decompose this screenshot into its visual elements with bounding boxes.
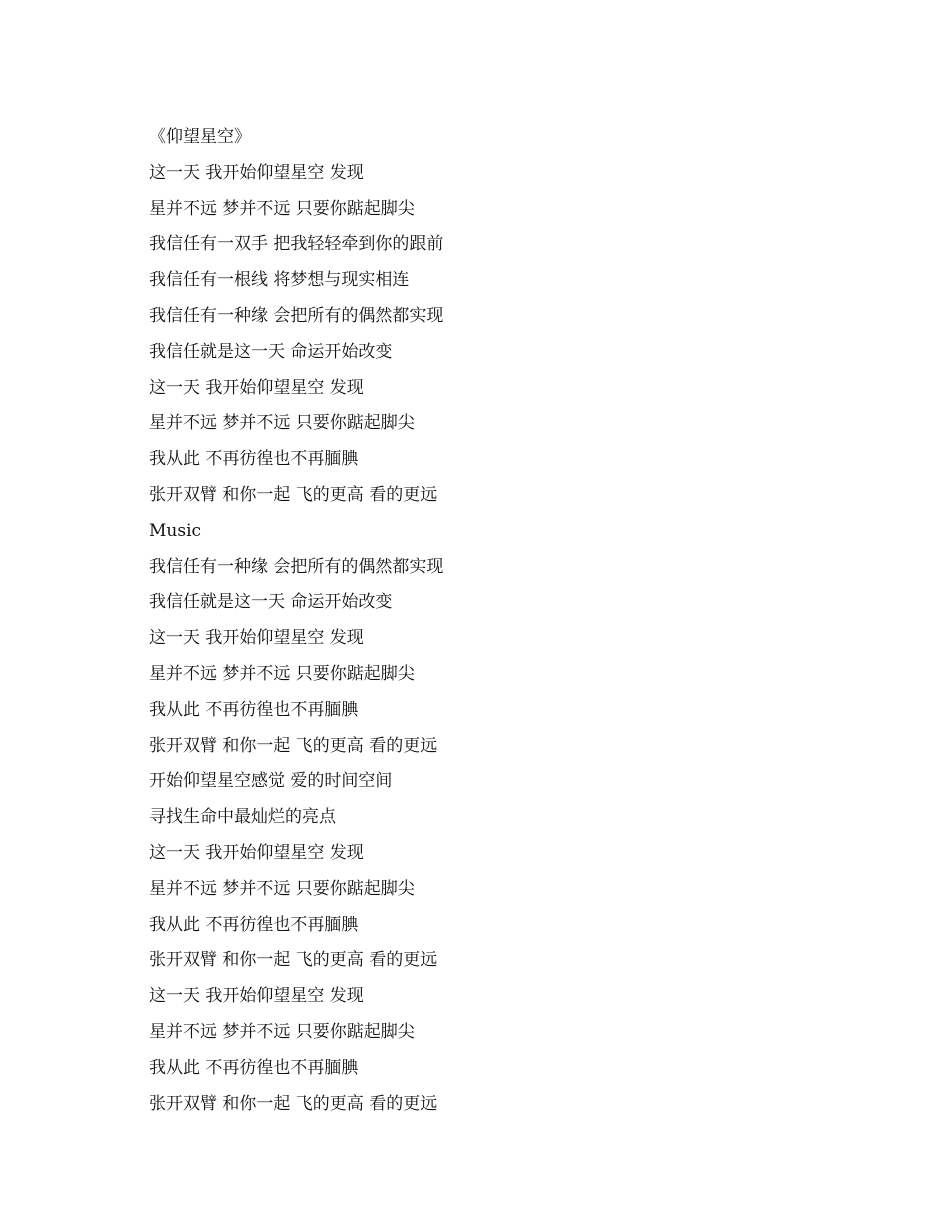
- lyric-line: 我从此 不再彷徨也不再腼腆: [149, 449, 359, 470]
- lyric-line: 这一天 我开始仰望星空 发现: [149, 842, 364, 863]
- lyric-line: 我信任有一双手 把我轻轻牵到你的跟前: [149, 234, 444, 255]
- lyric-line: 星并不远 梦并不远 只要你踮起脚尖: [149, 878, 415, 899]
- lyric-line: 张开双臂 和你一起 飞的更高 看的更远: [149, 1093, 438, 1114]
- lyric-line: 我信任有一种缘 会把所有的偶然都实现: [149, 556, 444, 577]
- lyric-line: 这一天 我开始仰望星空 发现: [149, 628, 364, 649]
- lyric-line: 张开双臂 和你一起 飞的更高 看的更远: [149, 735, 438, 756]
- lyric-line: 星并不远 梦并不远 只要你踮起脚尖: [149, 198, 415, 219]
- lyric-line: 我信任有一根线 将梦想与现实相连: [149, 270, 410, 291]
- song-title: 《仰望星空》: [149, 127, 251, 147]
- lyric-line: 星并不远 梦并不远 只要你踮起脚尖: [149, 413, 415, 434]
- lyric-line: 寻找生命中最灿烂的亮点: [149, 807, 336, 828]
- lyric-line: 这一天 我开始仰望星空 发现: [149, 986, 364, 1007]
- lyric-line: 这一天 我开始仰望星空 发现: [149, 377, 364, 398]
- lyric-line: 我从此 不再彷徨也不再腼腆: [149, 1057, 359, 1078]
- lyric-line: 开始仰望星空感觉 爱的时间空间: [149, 771, 393, 792]
- lyric-line: 张开双臂 和你一起 飞的更高 看的更远: [149, 484, 438, 505]
- lyric-line: 星并不远 梦并不远 只要你踮起脚尖: [149, 1021, 415, 1042]
- lyric-line: 我从此 不再彷徨也不再腼腆: [149, 914, 359, 935]
- lyric-line: 我信任有一种缘 会把所有的偶然都实现: [149, 305, 444, 326]
- lyric-line: 我从此 不再彷徨也不再腼腆: [149, 699, 359, 720]
- lyrics-body: [149, 122, 443, 1124]
- lyric-line: 这一天 我开始仰望星空 发现: [149, 162, 364, 183]
- lyric-line: 我信任就是这一天 命运开始改变: [149, 341, 393, 362]
- lyric-line: 张开双臂 和你一起 飞的更高 看的更远: [149, 950, 438, 971]
- interlude-label: Music: [149, 520, 202, 541]
- lyric-line: 星并不远 梦并不远 只要你踮起脚尖: [149, 663, 415, 684]
- lyric-line: 我信任就是这一天 命运开始改变: [149, 592, 393, 613]
